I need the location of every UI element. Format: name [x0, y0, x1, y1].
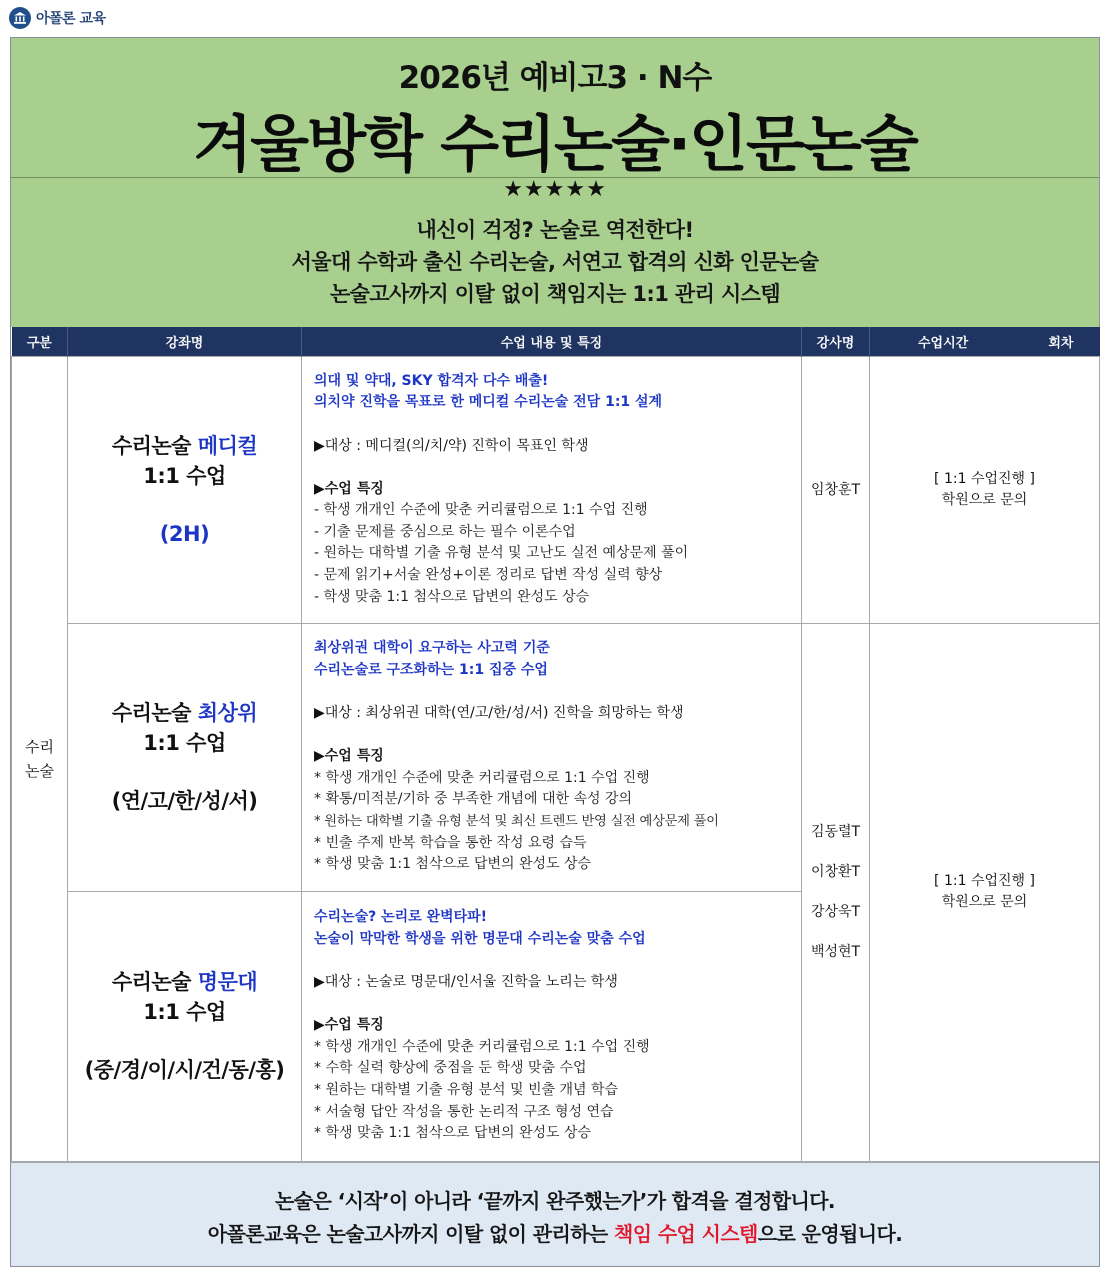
footer-notice	[11, 1162, 1099, 1266]
course-title-highlight: 명문대	[197, 970, 258, 994]
table-row	[12, 623, 1100, 891]
tagline: 논술고사까지 이탈 없이 책임지는 1:1 관리 시스템	[329, 282, 781, 306]
time-cell	[870, 623, 1100, 1161]
teacher-name: 김동렬T	[810, 824, 861, 840]
brand	[9, 6, 106, 30]
feature-item: * 학생 개개인 수준에 맞춘 커리큘럼으로 1:1 수업 진행	[314, 769, 650, 786]
footer-line	[11, 1218, 1099, 1251]
course-title-prefix: 수리논술	[111, 970, 198, 994]
header-sessions: 회차	[1048, 335, 1074, 351]
feature-item: * 학생 개개인 수준에 맞춘 커리큘럼으로 1:1 수업 진행	[314, 1038, 650, 1055]
course-title-prefix: 수리논술	[111, 433, 198, 458]
teacher-name: 강상욱T	[810, 904, 861, 920]
course-note: (연/고/한/성/서)	[111, 789, 258, 813]
feature-item: * 학생 맞춤 1:1 첨삭으로 답변의 완성도 상승	[314, 1125, 592, 1142]
tagline: 서울대 수학과 출신 수리논술, 서연고 합격의 신화 인문논술	[291, 250, 819, 274]
course-title-highlight: 최상위	[197, 701, 258, 725]
footer-text: 아폴론교육은 논술고사까지 이탈 없이 관리하는	[207, 1222, 615, 1246]
header-course: 강좌명	[68, 327, 302, 356]
time-inquiry: 학원으로 문의	[941, 894, 1028, 910]
course-highlight: 논술이 막막한 학생을 위한 명문대 수리논술 맞춤 수업	[314, 930, 646, 947]
hero-subtitle: 2026년 예비고3 · N수	[398, 60, 712, 96]
course-highlight: 최상위권 대학이 요구하는 사고력 기준	[314, 640, 550, 657]
features-label: ▶수업 특징	[314, 480, 384, 497]
feature-item: * 서술형 답안 작성을 통한 논리적 구조 형성 연습	[314, 1103, 614, 1120]
time-mode: [ 1:1 수업진행 ]	[934, 470, 1035, 487]
hero-banner	[11, 38, 1099, 327]
time-cell	[870, 356, 1100, 623]
course-type: 1:1 수업	[143, 1000, 226, 1024]
feature-item: - 원하는 대학별 기출 유형 분석 및 고난도 실전 예상문제 풀이	[314, 545, 689, 562]
rating-stars: ★★★★★	[503, 177, 607, 202]
feature-item: * 수학 실력 향상에 중점을 둔 학생 맞춤 수업	[314, 1060, 587, 1077]
header-teacher: 강사명	[802, 327, 870, 356]
feature-item: - 학생 개개인 수준에 맞춘 커리큘럼으로 1:1 수업 진행	[314, 502, 648, 519]
course-title-highlight: 메디컬	[197, 433, 258, 458]
time-inquiry: 학원으로 문의	[941, 491, 1028, 508]
time-mode: [ 1:1 수업진행 ]	[934, 873, 1035, 889]
feature-item: - 학생 맞춤 1:1 첨삭으로 답변의 완성도 상승	[314, 588, 590, 605]
footer-highlight: 책임 수업 시스템	[614, 1222, 758, 1246]
taglines	[11, 214, 1099, 310]
course-detail-cell	[302, 623, 802, 891]
teacher-cell	[802, 623, 870, 1161]
hero-title: 겨울방학 수리논술·인문논술	[193, 109, 917, 180]
feature-item: - 문제 읽기+서술 완성+이론 정리로 답변 작성 실력 향상	[314, 567, 663, 584]
course-target: ▶대상 : 최상위권 대학(연/고/한/성/서) 진학을 희망하는 학생	[314, 705, 684, 722]
tagline: 내신이 걱정? 논술로 역전한다!	[416, 218, 694, 242]
feature-item: * 원하는 대학별 기출 유형 분석 및 빈출 개념 학습	[314, 1081, 619, 1098]
category-cell	[12, 356, 68, 1161]
footer-line: 논술은 ‘시작’이 아니라 ‘끝까지 완주했는가’가 합격을 결정합니다.	[275, 1189, 835, 1213]
table-header-row	[12, 327, 1100, 356]
course-detail-cell	[302, 356, 802, 623]
category-label: 수리	[25, 737, 54, 756]
header-category: 구분	[12, 327, 68, 356]
teacher-name: 이창환T	[810, 864, 861, 880]
course-highlight: 수리논술? 논리로 완벽타파!	[314, 909, 488, 926]
course-target: ▶대상 : 논술로 명문대/인서울 진학을 노리는 학생	[314, 974, 618, 991]
brand-name: 아폴론 교육	[36, 11, 106, 27]
feature-item: - 기출 문제를 중심으로 하는 필수 이론수업	[314, 523, 576, 540]
course-note: (중/경/이/시/건/동/홍)	[84, 1058, 285, 1082]
header-content: 수업 내용 및 특징	[302, 327, 802, 356]
teacher-name: 백성현T	[810, 944, 861, 960]
course-name-cell	[68, 623, 302, 891]
features-label: ▶수업 특징	[314, 748, 384, 765]
teacher-cell	[802, 356, 870, 623]
feature-item: * 학생 맞춤 1:1 첨삭으로 답변의 완성도 상승	[314, 856, 592, 873]
hero-title-block	[11, 38, 1099, 178]
feature-item: * 원하는 대학별 기출 유형 분석 및 최신 트렌드 반영 실전 예상문제 풀이	[314, 813, 719, 829]
course-note: (2H)	[159, 521, 210, 546]
footer-text: 으로 운영됩니다.	[757, 1222, 903, 1246]
building-emblem-icon	[9, 7, 31, 29]
poster-frame	[10, 37, 1100, 1267]
teacher-name: 임창훈T	[810, 481, 861, 498]
course-title	[68, 698, 301, 728]
course-table	[11, 327, 1100, 1162]
category-label: 논술	[25, 761, 54, 780]
header-time: 수업시간	[918, 335, 969, 351]
feature-item: * 확통/미적분/기하 중 부족한 개념에 대한 속성 강의	[314, 791, 633, 808]
course-type: 1:1 수업	[143, 731, 226, 755]
course-highlight: 의치약 진학을 목표로 한 메디컬 수리논술 전담 1:1 설계	[314, 394, 663, 411]
course-title	[68, 967, 301, 997]
course-highlight: 의대 및 약대, SKY 합격자 다수 배출!	[314, 372, 549, 389]
features-label: ▶수업 특징	[314, 1017, 384, 1034]
header-time-sessions	[870, 327, 1100, 356]
course-name-cell	[68, 356, 302, 623]
course-title	[68, 431, 301, 461]
course-title-prefix: 수리논술	[111, 701, 198, 725]
course-type: 1:1 수업	[143, 463, 226, 488]
course-name-cell	[68, 891, 302, 1161]
course-target: ▶대상 : 메디컬(의/치/약) 진학이 목표인 학생	[314, 437, 589, 454]
course-highlight: 수리논술로 구조화하는 1:1 집중 수업	[314, 661, 548, 678]
course-detail-cell	[302, 891, 802, 1161]
feature-item: * 빈출 주제 반복 학습을 통한 작성 요령 습득	[314, 834, 587, 851]
table-row	[12, 356, 1100, 623]
